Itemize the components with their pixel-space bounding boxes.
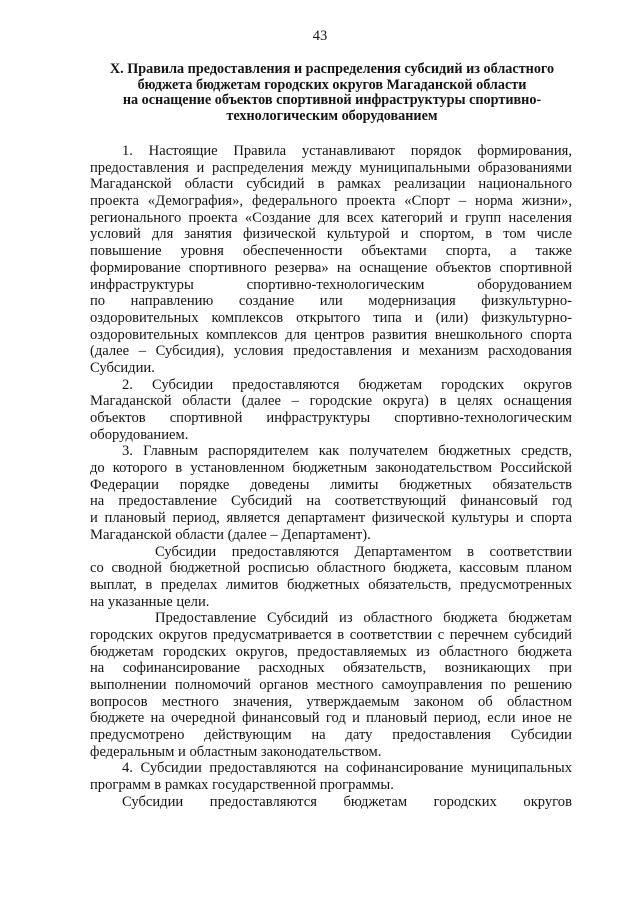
text-line: предоставления и распределения между муниципальными образованиями (90, 159, 572, 176)
text-line: оздоровительных комплексов открытого типа и (или) физкультурно- (90, 309, 572, 326)
text-line: Федерации порядке доведены лимиты бюджетных обязательств (90, 476, 572, 493)
text-line: регионального проекта «Создание для всех категорий и групп населения (90, 209, 572, 226)
paragraph (90, 143, 572, 377)
text-line: выполнении полномочий органов местного самоуправления по решению (90, 677, 572, 693)
text-line: объектов спортивной инфраструктуры спортивно-технологическим (90, 410, 572, 426)
paragraph (90, 544, 572, 611)
paragraph (90, 443, 572, 543)
text-line: Субсидии предоставляются бюджетам городских округов (122, 793, 572, 810)
text-line: (далее – Субсидия), условия предоставления и механизм расходования (90, 343, 572, 360)
text-line: проекта «Демография», федерального проекта «Спорт – норма жизни», (90, 193, 572, 210)
title-line: бюджета бюджетам городских округов Магаданской области (137, 76, 527, 93)
text-line: Магаданской области (далее – Департамент). (90, 526, 371, 543)
text-line: 3. Главным распорядителем как получателем бюджетных средств, (122, 443, 572, 460)
text-line: на софинансирование расходных обязательств, возникающих при (90, 660, 572, 677)
text-line: инфраструктуры спортивно-технологическим оборудованием (90, 276, 572, 293)
text-line: вопросов местного значения, утверждаемым законом об областном (90, 693, 572, 710)
paragraph (90, 377, 572, 444)
paragraph (90, 610, 572, 760)
text-line: Предоставление Субсидий из областного бюджета бюджетам (155, 610, 572, 627)
text-line: бюджете на очередной финансовый год и плановый период, если иное не (90, 710, 572, 727)
text-line: оздоровительных комплексов для центров развития внешкольного спорта (90, 326, 572, 343)
text-line: на указанные цели. (90, 593, 210, 610)
paragraph (90, 794, 572, 811)
text-line: городских округов предусматривается в соответствии с перечнем субсидий (90, 626, 572, 643)
title-line: на оснащение объектов спортивной инфраструктуры спортивно- (122, 92, 542, 108)
text-line: до которого в установленном бюджетным законодательством Российской (90, 460, 572, 477)
text-line: и плановый период, является департамент физической культуры и спорта (90, 510, 572, 527)
text-line: федеральным и областным законодательством. (90, 743, 382, 760)
text-line: со сводной бюджетной росписью областного бюджета, кассовым планом (90, 560, 572, 577)
paragraph (90, 760, 572, 793)
text-line: Магаданской области (далее – городские округа) в целях оснащения (90, 393, 572, 410)
text-line: по направлению создание или модернизация физкультурно- (90, 293, 572, 310)
text-line: бюджетам городских округов, предоставляемых из областного бюджета (90, 643, 572, 660)
text-line: Субсидии предоставляются Департаментом в соответствии (155, 543, 572, 560)
text-line: предусмотрено действующим на дату предоставления Субсидии (90, 727, 572, 744)
text-line: оборудованием. (90, 426, 189, 443)
document-body (90, 143, 572, 811)
text-line: 4. Субсидии предоставляются на софинансирование муниципальных (122, 760, 572, 777)
page-number: 43 (312, 28, 328, 44)
text-line: программ в рамках государственной программы. (90, 777, 394, 794)
text-line: Субсидии. (90, 359, 155, 376)
text-line: выплат, в пределах лимитов бюджетных обязательств, предусмотренных (90, 576, 572, 593)
text-line: повышение уровня обеспеченности объектами спорта, а также (90, 243, 572, 260)
title-line: X. Правила предоставления и распределения субсидий из областного (109, 61, 555, 77)
text-line: условий для занятия физической культурой и спортом, в том числе (90, 226, 572, 243)
text-line: на предоставление Субсидий на соответствующий финансовый год (90, 493, 572, 510)
section-title (92, 62, 572, 124)
text-line: формирование спортивного резерва» на оснащение объектов спортивной (90, 259, 572, 276)
text-line: Магаданской области субсидий в рамках реализации национального (90, 176, 572, 193)
text-line: 2. Субсидии предоставляются бюджетам городских округов (122, 376, 572, 393)
text-line: 1. Настоящие Правила устанавливают порядок формирования, (122, 143, 572, 159)
title-line: технологическим оборудованием (226, 107, 438, 124)
